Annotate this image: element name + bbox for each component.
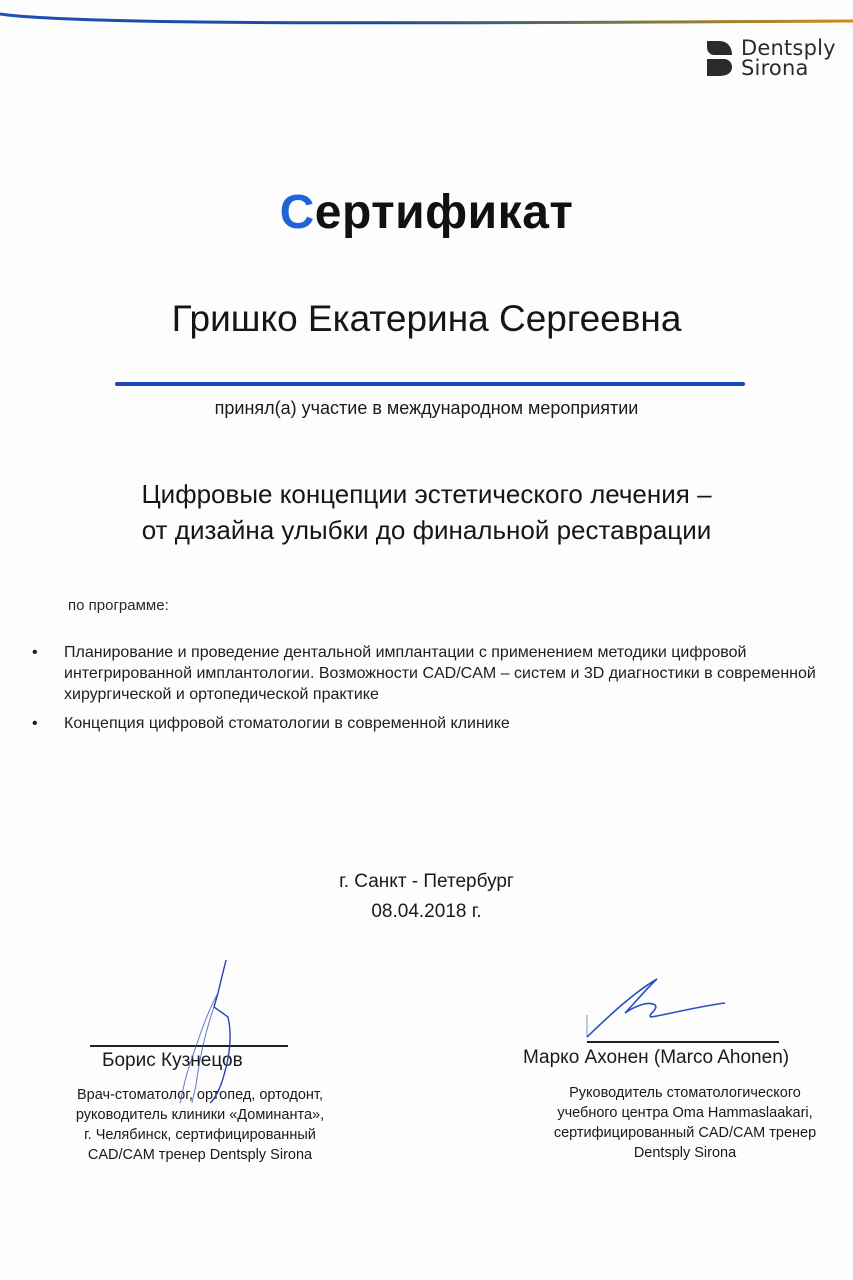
signer-description-left (0, 1085, 400, 1165)
participation-text: принял(а) участие в международном мероприятии (214, 398, 639, 418)
signature-right (585, 975, 730, 1045)
program-label: по программе: (68, 597, 169, 614)
signer-desc-line: учебного центра Oma Hammaslaakari, (557, 1105, 813, 1121)
event-title-line2: от дизайна улыбки до финальной реставрации (141, 515, 712, 545)
signer-description-right (500, 1083, 853, 1163)
signer-desc-line: сертифицированный CAD/CAM тренер (553, 1125, 817, 1141)
signer-desc-line: CAD/CAM тренер Dentsply Sirona (87, 1147, 313, 1163)
recipient-name-underline (115, 382, 745, 386)
dentsply-sirona-logo (705, 38, 836, 78)
certificate-title-rest: ертификат (314, 186, 574, 239)
certificate-title (0, 185, 853, 240)
event-title-line1: Цифровые концепции эстетического лечения – (141, 479, 712, 509)
certificate-title-first-letter: С (279, 186, 315, 239)
signer-desc-line: Врач-стоматолог, ортопед, ортодонт, (77, 1087, 323, 1103)
signer-desc-line: Dentsply Sirona (633, 1145, 737, 1161)
top-decorative-rule (0, 12, 853, 30)
signer-name-left: Борис Кузнецов (102, 1050, 243, 1071)
program-item (32, 642, 832, 705)
logo-text-line2: Sirona (741, 56, 809, 80)
dentsply-sirona-logo-icon (705, 39, 733, 77)
date: 08.04.2018 г. (371, 901, 482, 922)
program-item (32, 713, 832, 734)
signature-line-right (587, 1041, 779, 1043)
place-and-date (0, 867, 853, 927)
signature-line-left (90, 1045, 288, 1047)
signer-desc-line: г. Челябинск, сертифицированный (84, 1127, 316, 1143)
recipient-name: Гришко Екатерина Сергеевна (171, 298, 682, 339)
signer-name-right: Марко Ахонен (Marco Ahonen) (523, 1047, 790, 1068)
bullet-icon: • (32, 644, 38, 661)
city: г. Санкт - Петербург (339, 871, 514, 892)
event-title (0, 476, 853, 548)
logo-text-line1: Dentsply (741, 36, 836, 60)
program-list (32, 642, 832, 742)
program-item-text: Концепция цифровой стоматологии в современной клинике (64, 715, 510, 732)
signer-desc-line: руководитель клиники «Доминанта», (75, 1107, 325, 1123)
signature-left (170, 955, 250, 1105)
signer-desc-line: Руководитель стоматологического (569, 1085, 801, 1101)
program-item-text: Планирование и проведение дентальной имплантации с применением методики цифровой интегрированной имплантологии. Возможности CAD/CAM – систем и 3D диагностики в современной хирургической и ортопедической практике (64, 644, 816, 703)
bullet-icon: • (32, 715, 38, 732)
